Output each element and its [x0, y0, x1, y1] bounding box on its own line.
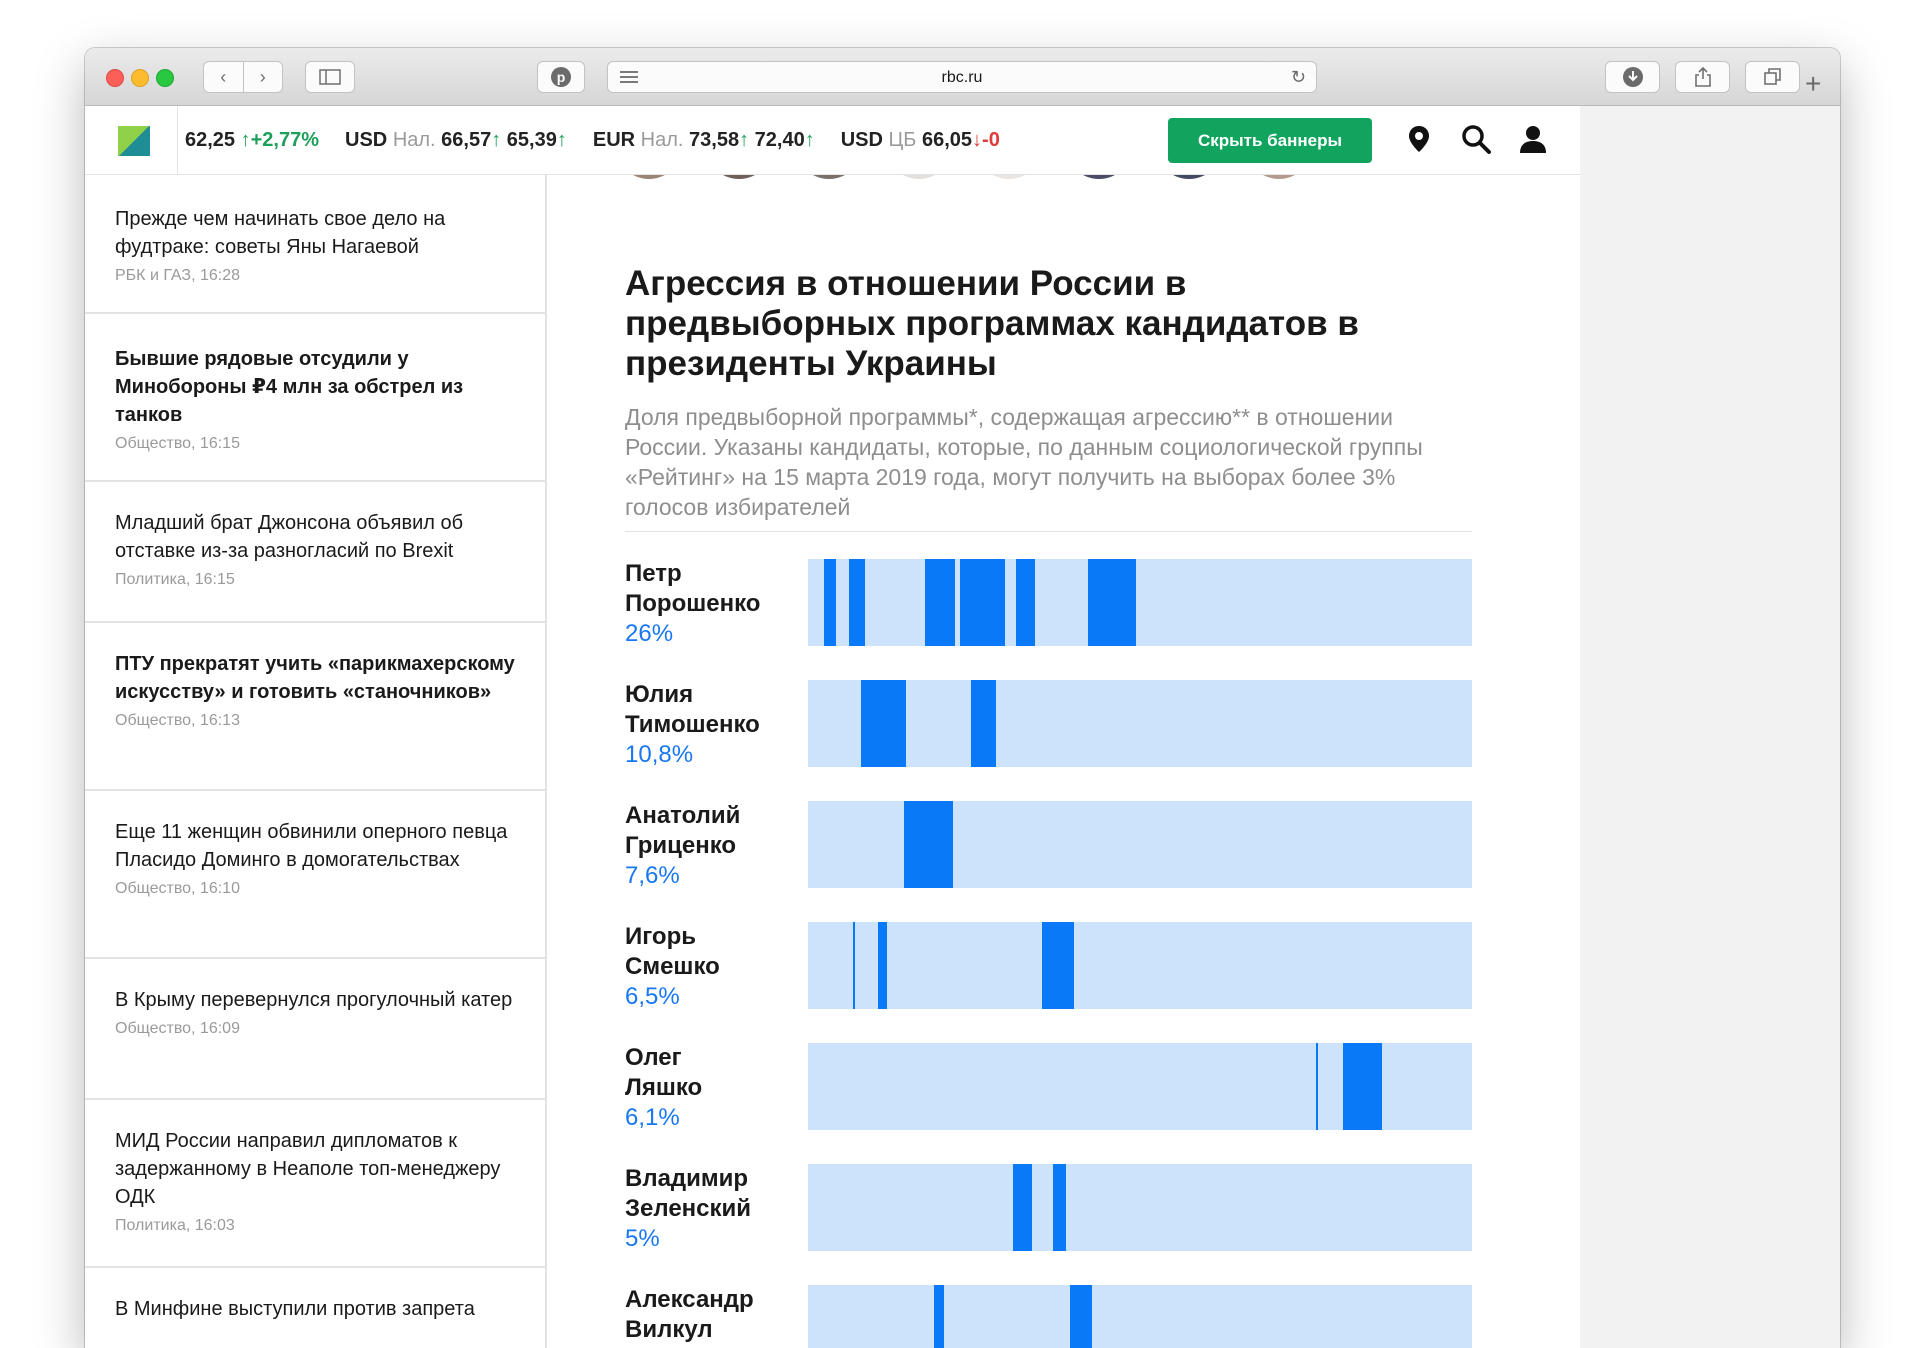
aggression-segment — [824, 559, 836, 646]
chart-row — [625, 922, 1472, 1032]
aggression-segment — [904, 801, 954, 888]
news-item[interactable]: Прежде чем начинать свое дело на фудтраке: советы Яны Нагаевой РБК и ГАЗ, 16:28 — [85, 174, 545, 314]
search-icon[interactable] — [1460, 123, 1492, 155]
candidate-name — [625, 680, 800, 740]
aggression-segment — [1316, 1043, 1318, 1130]
program-bar — [808, 1043, 1472, 1130]
aggression-segment — [925, 559, 956, 646]
candidate-last-name: Порошенко — [625, 590, 761, 617]
new-tab-icon[interactable]: + — [1805, 68, 1822, 99]
candidate-share-label: 7,6% — [625, 862, 680, 889]
candidate-share-label: 5% — [625, 1225, 660, 1252]
candidate-last-name: Гриценко — [625, 832, 737, 859]
aggression-segment — [1088, 559, 1136, 646]
aggression-segment — [878, 922, 887, 1009]
chart-title: Агрессия в отношении России в предвыборных программах кандидатов в президенты Украины — [625, 264, 1359, 383]
aggression-segment — [934, 1285, 944, 1348]
ticker-item[interactable]: 62,25 ↑+2,77% — [185, 128, 320, 151]
tabs-overview-button[interactable] — [1745, 61, 1800, 93]
candidate-first-name: Анатолий — [625, 802, 741, 829]
arrow-up-icon: ↑ — [804, 128, 815, 151]
candidate-share-label: 26% — [625, 620, 674, 647]
hide-banners-button[interactable]: Скрыть баннеры — [1168, 118, 1372, 163]
chart-row — [625, 1164, 1472, 1274]
candidate-share-label: 6,1% — [625, 1104, 680, 1131]
reload-icon[interactable]: ↻ — [1290, 67, 1306, 87]
downloads-button[interactable] — [1605, 61, 1660, 93]
arrow-down-icon: ↓ — [972, 128, 983, 151]
rbc-page — [85, 106, 1580, 1348]
candidate-name — [625, 1043, 800, 1103]
news-item[interactable]: Младший брат Джонсона объявил об отставке из-за разногласий по Brexit Политика, 16:15 — [85, 482, 545, 623]
forward-icon[interactable]: › — [259, 66, 266, 87]
aggression-segment — [853, 922, 855, 1009]
program-bar — [808, 680, 1472, 767]
candidate-last-name: Смешко — [625, 953, 720, 980]
arrow-up-icon: ↑ — [739, 128, 750, 151]
aggression-segment — [1042, 922, 1074, 1009]
candidate-share-label: 6,5% — [625, 983, 680, 1010]
ticker-item[interactable]: USD Нал. 66,57↑ 65,39↑ — [345, 128, 567, 151]
chart-subtitle: Доля предвыборной программы*, содержащая агрессию** в отношении России. Указаны кандидаты, которые, по данным социологической группы «Рейтинг» на 15 марта 2019 года, могут получить на выборах более 3% голосов избирателей — [625, 404, 1423, 520]
ticker-item[interactable]: USD ЦБ 66,05↓-0 — [840, 128, 1000, 151]
share-icon — [1693, 66, 1713, 88]
rbc-logo[interactable] — [118, 126, 150, 156]
site-header — [85, 106, 1580, 175]
share-button[interactable] — [1675, 61, 1730, 93]
minimize-window-button[interactable] — [131, 69, 149, 87]
candidate-name — [625, 559, 800, 619]
currency-ticker — [185, 106, 1026, 174]
aggression-segment — [1013, 1164, 1033, 1251]
news-feed — [85, 174, 547, 1348]
url-text: rbc.ru — [941, 69, 983, 86]
logo-container — [85, 106, 178, 174]
sidebar-icon — [319, 69, 341, 85]
chart-divider — [625, 531, 1472, 532]
candidate-name — [625, 801, 800, 861]
aggression-segment — [1343, 1043, 1382, 1130]
candidate-name — [625, 1164, 800, 1224]
arrow-up-icon: ↑ — [556, 128, 567, 151]
news-item[interactable]: МИД России направил дипломатов к задержанному в Неаполе топ-менеджеру ОДК Политика, 16:03 — [85, 1100, 545, 1268]
back-icon[interactable]: ‹ — [220, 66, 227, 87]
close-window-button[interactable] — [106, 69, 124, 87]
aggression-segment — [1053, 1164, 1066, 1251]
candidate-name — [625, 922, 800, 982]
program-bar — [808, 1164, 1472, 1251]
browser-content — [85, 106, 1840, 1348]
address-bar[interactable] — [607, 61, 1317, 93]
location-icon[interactable] — [1403, 123, 1435, 155]
aggression-segment — [849, 559, 865, 646]
zoom-window-button[interactable] — [156, 69, 174, 87]
candidate-first-name: Владимир — [625, 1165, 749, 1192]
candidate-first-name: Юлия — [625, 681, 694, 708]
aggression-segment — [1016, 559, 1035, 646]
candidate-last-name: Зеленский — [625, 1195, 752, 1222]
news-item[interactable]: Еще 11 женщин обвинили оперного певца Пласидо Доминго в домогательствах Общество, 16:10 — [85, 791, 545, 959]
chart-row — [625, 680, 1472, 790]
candidate-name — [625, 1285, 800, 1345]
program-bar — [808, 801, 1472, 888]
candidate-first-name: Александр — [625, 1286, 754, 1313]
aggression-segment — [1070, 1285, 1091, 1348]
aggression-segment — [861, 680, 906, 767]
svg-text:p: p — [556, 69, 566, 85]
browser-toolbar — [85, 48, 1840, 106]
candidate-last-name: Тимошенко — [625, 711, 760, 738]
browser-window — [85, 48, 1840, 1348]
candidate-share-label: 10,8% — [625, 741, 694, 768]
program-bar — [808, 922, 1472, 1009]
chart-row — [625, 559, 1472, 669]
aggression-segment — [960, 559, 1004, 646]
chart-row — [625, 1043, 1472, 1153]
candidate-first-name: Олег — [625, 1044, 682, 1071]
navigation-buttons — [203, 61, 283, 93]
download-icon — [1622, 66, 1644, 88]
program-bar — [808, 559, 1472, 646]
user-icon[interactable] — [1517, 123, 1549, 155]
candidate-last-name: Вилкул — [625, 1316, 713, 1343]
candidate-first-name: Игорь — [625, 923, 697, 950]
chart-row — [625, 801, 1472, 911]
article-main — [545, 174, 1580, 1348]
news-item[interactable]: В Минфине выступили против запрета — [115, 1298, 475, 1320]
arrow-up-icon: ↑ — [491, 128, 502, 151]
news-item[interactable]: Бывшие рядовые отсудили у Минобороны ₽4 млн за обстрел из танков Общество, 16:15 — [85, 314, 545, 482]
pinterest-icon — [550, 66, 572, 88]
ticker-item[interactable]: EUR Нал. 73,58↑ 72,40↑ — [592, 128, 815, 151]
pinterest-button[interactable] — [537, 61, 585, 93]
tabs-icon — [1763, 67, 1783, 87]
news-item[interactable]: ПТУ прекратят учить «парикмахерскому искусству» и готовить «станочников» Общество, 16:13 — [85, 623, 545, 791]
news-item[interactable]: В Крыму перевернулся прогулочный катер Общество, 16:09 — [85, 959, 545, 1100]
arrow-up-icon: ↑ — [240, 128, 251, 151]
aggression-segment — [971, 680, 996, 767]
candidate-first-name: Петр — [625, 560, 682, 587]
candidate-last-name: Ляшко — [625, 1074, 703, 1101]
program-bar — [808, 1285, 1472, 1348]
sidebar-toggle-button[interactable] — [305, 61, 355, 93]
chart-row — [625, 1285, 1472, 1348]
